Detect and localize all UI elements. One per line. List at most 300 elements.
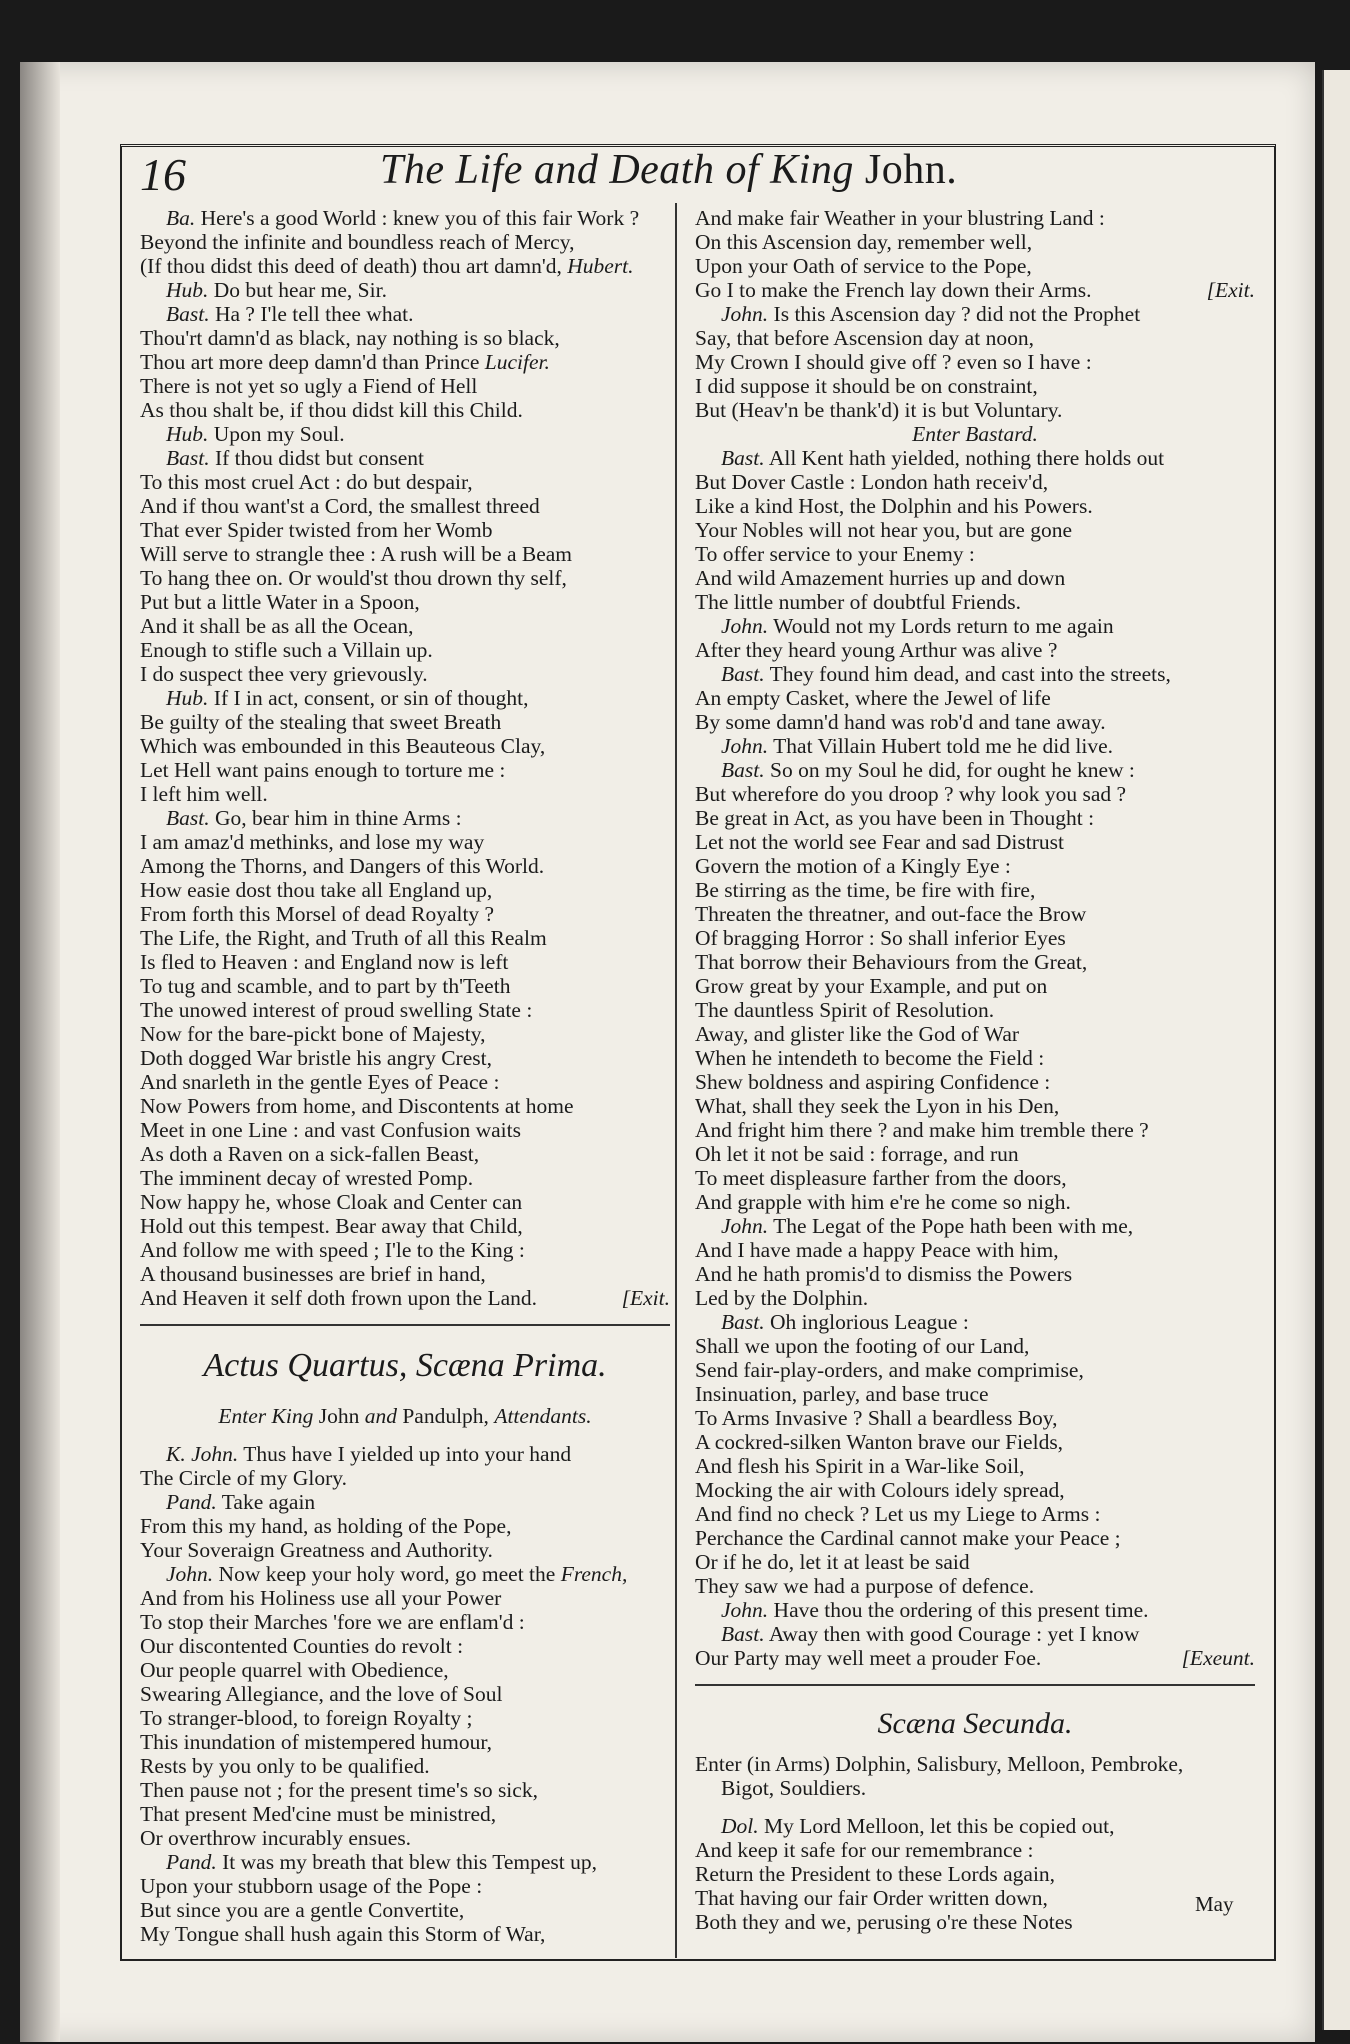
line-text: All Kent hath yielded, nothing there holds out	[768, 446, 1165, 470]
verse-line	[140, 518, 670, 542]
italic-word: French,	[560, 1562, 628, 1586]
verse-line	[140, 1730, 670, 1754]
line-text: And I have made a happy Peace with him,	[695, 1238, 1059, 1262]
verse-line	[140, 1466, 670, 1490]
left-column	[140, 206, 670, 1946]
verse-line	[695, 1502, 1255, 1526]
line-text: Now for the bare-pickt bone of Majesty,	[140, 1022, 486, 1046]
line-text: Oh let it not be said : forrage, and run	[695, 1142, 1019, 1166]
verse-line	[140, 1682, 670, 1706]
verse-line	[695, 302, 1255, 326]
line-text: I am amaz'd methinks, and lose my way	[140, 830, 485, 854]
line-text: Here's a good World : knew you of this fair Work ?	[200, 206, 640, 230]
line-text: (If thou didst this deed of death) thou art damn'd,	[140, 254, 562, 278]
verse-line	[140, 1286, 670, 1310]
verse-line	[695, 1262, 1255, 1286]
verse-line	[140, 1514, 670, 1538]
line-text: I do suspect thee very grievously.	[140, 662, 428, 686]
verse-line	[695, 686, 1255, 710]
line-text: And make fair Weather in your blustring Land :	[695, 206, 1105, 230]
verse-line	[140, 710, 670, 734]
verse-line	[695, 1598, 1255, 1622]
verse-line	[695, 974, 1255, 998]
verse-line	[140, 1610, 670, 1634]
verse-line	[140, 1826, 670, 1850]
line-text: That present Med'cine must be ministred,	[140, 1802, 497, 1826]
verse-line	[695, 902, 1255, 926]
line-text: Upon your stubborn usage of the Pope :	[140, 1874, 483, 1898]
italic-word: Hubert.	[567, 254, 634, 278]
verse-line	[140, 1490, 670, 1514]
line-text: That ever Spider twisted from her Womb	[140, 518, 493, 542]
verse-line	[695, 494, 1255, 518]
line-text: Say, that before Ascension day at noon,	[695, 326, 1034, 350]
verse-line	[695, 518, 1255, 542]
line-text: It was my breath that blew this Tempest up,	[222, 1850, 598, 1874]
verse-line	[140, 1850, 670, 1874]
line-text: I did suppose it should be on constraint,	[695, 374, 1038, 398]
verse-line	[695, 1190, 1255, 1214]
line-text: But (Heav'n be thank'd) it is but Voluntary.	[695, 398, 1063, 422]
verse-line	[140, 590, 670, 614]
line-text: After they heard young Arthur was alive ?	[695, 638, 1058, 662]
exit-cue: [Exit.	[621, 1286, 670, 1310]
line-text: The Legat of the Pope hath been with me,	[773, 1214, 1134, 1238]
verse-line	[695, 1382, 1255, 1406]
line-text: If I in act, consent, or sin of thought,	[213, 686, 529, 710]
verse-line	[140, 614, 670, 638]
line-text: And wild Amazement hurries up and down	[695, 566, 1066, 590]
verse-line	[695, 1118, 1255, 1142]
line-text: Thou'rt damn'd as black, nay nothing is so black,	[140, 326, 560, 350]
verse-line	[140, 494, 670, 518]
line-text: Go I to make the French lay down their Arms.	[695, 278, 1092, 302]
line-text: The Circle of my Glory.	[140, 1466, 347, 1490]
verse-line	[140, 1754, 670, 1778]
speaker-prefix: Pand.	[166, 1490, 217, 1514]
verse-line	[140, 782, 670, 806]
verse-line	[140, 302, 670, 326]
line-text: Away, and glister like the God of War	[695, 1022, 1020, 1046]
line-text: Would not my Lords return to me again	[773, 614, 1114, 638]
verse-line	[695, 398, 1255, 422]
verse-line	[140, 1070, 670, 1094]
entry-part: Pandulph,	[402, 1404, 489, 1428]
verse-line	[140, 1658, 670, 1682]
verse-line	[140, 542, 670, 566]
verse-line	[695, 1910, 1255, 1934]
line-text: But Dover Castle : London hath receiv'd,	[695, 470, 1049, 494]
line-text: This inundation of mistempered humour,	[140, 1730, 493, 1754]
line-text: The unowed interest of proud swelling State :	[140, 998, 533, 1022]
verse-line	[140, 1214, 670, 1238]
line-text: But since you are a gentle Convertite,	[140, 1898, 465, 1922]
entry-part: Attendants.	[494, 1404, 592, 1428]
line-text: The Life, the Right, and Truth of all this Realm	[140, 926, 547, 950]
line-text: The little number of doubtful Friends.	[695, 590, 1022, 614]
exit-cue: [Exeunt.	[1181, 1646, 1255, 1670]
verse-line	[140, 278, 670, 302]
verse-line	[695, 998, 1255, 1022]
spacer	[695, 1800, 1255, 1814]
verse-line	[695, 854, 1255, 878]
entry-part: and	[364, 1404, 397, 1428]
line-text: Beyond the infinite and boundless reach of Mercy,	[140, 230, 575, 254]
line-text: Now happy he, whose Cloak and Center can	[140, 1190, 523, 1214]
verse-line	[695, 782, 1255, 806]
line-text: Return the President to these Lords again,	[695, 1862, 1056, 1886]
running-title	[380, 146, 957, 194]
line-text: Hold out this tempest. Bear away that Child,	[140, 1214, 523, 1238]
page-number: 16	[140, 149, 186, 200]
speaker-prefix: Bast.	[166, 806, 210, 830]
verse-line	[695, 1286, 1255, 1310]
speaker-prefix: Bast.	[166, 446, 210, 470]
line-text: On this Ascension day, remember well,	[695, 230, 1033, 254]
verse-line	[140, 350, 670, 374]
speaker-prefix: Bast.	[721, 758, 765, 782]
line-text: Be great in Act, as you have been in Thought :	[695, 806, 1095, 830]
verse-line	[695, 1166, 1255, 1190]
act-stage-entry	[140, 1404, 670, 1428]
verse-line	[140, 398, 670, 422]
column-divider	[675, 203, 677, 1958]
verse-line	[140, 662, 670, 686]
speaker-prefix: John.	[166, 1562, 214, 1586]
line-text: To Arms Invasive ? Shall a beardless Boy,	[695, 1406, 1058, 1430]
line-text: A cockred-silken Wanton brave our Fields,	[695, 1430, 1064, 1454]
verse-line	[140, 974, 670, 998]
line-text: There is not yet so ugly a Fiend of Hell	[140, 374, 478, 398]
line-text: And keep it safe for our remembrance :	[695, 1838, 1034, 1862]
line-text: Your Nobles will not hear you, but are gone	[695, 518, 1072, 542]
speaker-prefix: Hub.	[166, 686, 209, 710]
verse-line	[140, 1706, 670, 1730]
line-text: Our discontented Counties do revolt :	[140, 1634, 464, 1658]
speaker-prefix: Bast.	[721, 1310, 765, 1334]
verse-line	[695, 1238, 1255, 1262]
verse-line	[140, 1874, 670, 1898]
verse-line	[695, 806, 1255, 830]
verse-line	[140, 734, 670, 758]
verse-line	[695, 422, 1255, 446]
verse-line	[695, 350, 1255, 374]
verse-line	[695, 1406, 1255, 1430]
entry-part: Enter	[218, 1404, 267, 1428]
verse-line	[140, 758, 670, 782]
scene-entry-line: Enter (in Arms) Dolphin, Salisbury, Melloon, Pembroke,	[695, 1752, 1184, 1776]
section-rule	[140, 1324, 670, 1326]
line-text: Let not the world see Fear and sad Distrust	[695, 830, 1064, 854]
line-text: Shall we upon the footing of our Land,	[695, 1334, 1030, 1358]
line-text: Our people quarrel with Obedience,	[140, 1658, 449, 1682]
verse-line	[140, 1634, 670, 1658]
verse-line	[695, 1526, 1255, 1550]
speaker-prefix: Bast.	[721, 662, 765, 686]
verse-line	[140, 878, 670, 902]
verse-line	[140, 470, 670, 494]
verse-line	[140, 1442, 670, 1466]
line-text: But wherefore do you droop ? why look you sad ?	[695, 782, 1127, 806]
verse-line	[695, 374, 1255, 398]
gutter-shadow	[20, 62, 60, 2042]
line-text: And it shall be as all the Ocean,	[140, 614, 414, 638]
verse-line	[695, 542, 1255, 566]
entry-part: King	[271, 1404, 314, 1428]
verse-line	[140, 638, 670, 662]
verse-line	[140, 230, 670, 254]
verse-line	[695, 1862, 1255, 1886]
line-text: Or if he do, let it at least be said	[695, 1550, 970, 1574]
verse-line	[695, 614, 1255, 638]
line-text: Doth dogged War bristle his angry Crest,	[140, 1046, 492, 1070]
verse-line	[695, 278, 1255, 302]
line-text: Now Powers from home, and Discontents at home	[140, 1094, 574, 1118]
line-text: Let Hell want pains enough to torture me :	[140, 758, 506, 782]
verse-line	[695, 830, 1255, 854]
verse-line	[140, 446, 670, 470]
line-text: What, shall they seek the Lyon in his Den,	[695, 1094, 1060, 1118]
line-text: Threaten the threatner, and out-face the Brow	[695, 902, 1087, 926]
verse-line	[695, 206, 1255, 230]
line-text: Both they and we, perusing o're these Notes	[695, 1910, 1073, 1934]
verse-line	[695, 1214, 1255, 1238]
verse-line	[695, 1142, 1255, 1166]
line-text: And he hath promis'd to dismiss the Powers	[695, 1262, 1073, 1286]
line-text: Perchance the Cardinal cannot make your Peace ;	[695, 1526, 1121, 1550]
verse-line	[695, 326, 1255, 350]
verse-line	[695, 1574, 1255, 1598]
line-text: Put but a little Water in a Spoon,	[140, 590, 420, 614]
verse-line	[140, 1922, 670, 1946]
verse-line	[140, 950, 670, 974]
line-text: And flesh his Spirit in a War-like Soil,	[695, 1454, 1025, 1478]
speaker-prefix: Bast.	[721, 446, 765, 470]
speaker-prefix: John.	[721, 614, 769, 638]
line-text: Then pause not ; for the present time's so sick,	[140, 1778, 538, 1802]
line-text: Now keep your holy word, go meet the	[218, 1562, 556, 1586]
verse-line	[140, 326, 670, 350]
verse-line	[140, 926, 670, 950]
verse-line	[140, 1094, 670, 1118]
line-text: Like a kind Host, the Dolphin and his Powers.	[695, 494, 1093, 518]
line-text: To offer service to your Enemy :	[695, 542, 975, 566]
line-text: Upon your Oath of service to the Pope,	[695, 254, 1032, 278]
verse-line	[695, 254, 1255, 278]
speaker-prefix: Hub.	[166, 422, 209, 446]
line-text: Is this Ascension day ? did not the Prophet	[773, 302, 1141, 326]
line-text: The imminent decay of wrested Pomp.	[140, 1166, 474, 1190]
line-text: Upon my Soul.	[213, 422, 345, 446]
adjacent-page-edge	[1322, 70, 1350, 2030]
verse-line	[695, 590, 1255, 614]
catchword: May	[1195, 1892, 1234, 1916]
line-text: Is fled to Heaven : and England now is left	[140, 950, 509, 974]
act-heading: Actus Quartus, Scæna Prima.	[203, 1347, 607, 1384]
verse-line	[140, 1586, 670, 1610]
line-text: And grapple with him e're he come so nigh.	[695, 1190, 1071, 1214]
line-text: Oh inglorious League :	[769, 1310, 969, 1334]
verse-line	[695, 470, 1255, 494]
line-text: Enough to stifle such a Villain up.	[140, 638, 433, 662]
speaker-prefix: Pand.	[166, 1850, 217, 1874]
verse-line	[695, 1070, 1255, 1094]
verse-line	[140, 1262, 670, 1286]
line-text: And if thou want'st a Cord, the smallest threed	[140, 494, 540, 518]
speaker-prefix: Dol.	[721, 1814, 759, 1838]
line-text: How easie dost thou take all England up,	[140, 878, 493, 902]
line-text: An empty Casket, where the Jewel of life	[695, 686, 1051, 710]
line-text: Be stirring as the time, be fire with fire,	[695, 878, 1036, 902]
verse-line	[140, 1166, 670, 1190]
line-text: Send fair-play-orders, and make comprimise,	[695, 1358, 1084, 1382]
line-text: Be guilty of the stealing that sweet Breath	[140, 710, 502, 734]
right-column	[695, 206, 1255, 1934]
speaker-prefix: Bast.	[721, 1622, 765, 1646]
line-text: Shew boldness and aspiring Confidence :	[695, 1070, 1051, 1094]
line-text: Meet in one Line : and vast Confusion waits	[140, 1118, 521, 1142]
line-text: Grow great by your Example, and put on	[695, 974, 1048, 998]
verse-line	[695, 1310, 1255, 1334]
speaker-prefix: John.	[721, 734, 769, 758]
verse-line	[695, 566, 1255, 590]
verse-line	[140, 566, 670, 590]
line-text: Mocking the air with Colours idely spread,	[695, 1478, 1065, 1502]
line-text: From this my hand, as holding of the Pope,	[140, 1514, 512, 1538]
verse-line	[140, 830, 670, 854]
verse-line	[140, 1118, 670, 1142]
speaker-prefix: Hub.	[166, 278, 209, 302]
verse-line	[140, 206, 670, 230]
line-text: Rests by you only to be qualified.	[140, 1754, 430, 1778]
exit-cue: [Exit.	[1206, 278, 1255, 302]
line-text: Our Party may well meet a prouder Foe.	[695, 1646, 1042, 1670]
verse-line	[695, 950, 1255, 974]
verse-line	[140, 1802, 670, 1826]
line-text: And Heaven it self doth frown upon the Land.	[140, 1286, 538, 1310]
verse-line	[695, 446, 1255, 470]
verse-line	[140, 806, 670, 830]
verse-line	[695, 662, 1255, 686]
verse-line	[140, 374, 670, 398]
line-text: When he intendeth to become the Field :	[695, 1046, 1045, 1070]
verse-line	[695, 1622, 1255, 1646]
scene-heading: Scæna Secunda.	[877, 1707, 1073, 1740]
verse-line	[695, 1550, 1255, 1574]
verse-line	[140, 422, 670, 446]
line-text: To stop their Marches 'fore we are enflam'd :	[140, 1610, 525, 1634]
line-text: That Villain Hubert told me he did live.	[773, 734, 1114, 758]
line-text: As doth a Raven on a sick-fallen Beast,	[140, 1142, 480, 1166]
line-text: To this most cruel Act : do but despair,	[140, 470, 473, 494]
line-text: To hang thee on. Or would'st thou drown thy self,	[140, 566, 567, 590]
verse-line	[140, 686, 670, 710]
entry-part: John	[318, 1404, 360, 1428]
line-text: So on my Soul he did, for ought he knew :	[769, 758, 1135, 782]
verse-line	[140, 1898, 670, 1922]
line-text: To tug and scamble, and to part by th'Teeth	[140, 974, 511, 998]
speaker-prefix: Ba.	[166, 206, 196, 230]
verse-line	[695, 1646, 1255, 1670]
line-text: From forth this Morsel of dead Royalty ?	[140, 902, 495, 926]
line-text: Have thou the ordering of this present time.	[773, 1598, 1149, 1622]
running-title-italic: The Life and Death of King	[380, 147, 854, 193]
speaker-prefix: K. John.	[166, 1442, 239, 1466]
line-text: Govern the motion of a Kingly Eye :	[695, 854, 1011, 878]
line-text: Thus have I yielded up into your hand	[243, 1442, 572, 1466]
line-text: Your Soveraign Greatness and Authority.	[140, 1538, 493, 1562]
line-text: Go, bear him in thine Arms :	[214, 806, 462, 830]
verse-line	[695, 1454, 1255, 1478]
line-text: My Crown I should give off ? even so I have :	[695, 350, 1092, 374]
line-text: Which was embounded in this Beauteous Clay,	[140, 734, 546, 758]
verse-line	[695, 638, 1255, 662]
verse-line	[140, 254, 670, 278]
speaker-prefix: John.	[721, 1598, 769, 1622]
verse-line	[140, 1562, 670, 1586]
verse-line	[695, 1814, 1255, 1838]
verse-line	[695, 1094, 1255, 1118]
line-text: Do but hear me, Sir.	[213, 278, 387, 302]
line-text: Among the Thorns, and Dangers of this World.	[140, 854, 545, 878]
line-text: Of bragging Horror : So shall inferior Eyes	[695, 926, 1066, 950]
line-text: They saw we had a purpose of defence.	[695, 1574, 1035, 1598]
line-text: And fright him there ? and make him tremble there ?	[695, 1118, 1149, 1142]
speaker-prefix: John.	[721, 302, 769, 326]
verse-line	[140, 902, 670, 926]
verse-line	[140, 1022, 670, 1046]
stage-direction: Enter Bastard.	[912, 422, 1038, 446]
line-text: And from his Holiness use all your Power	[140, 1586, 502, 1610]
verse-line	[140, 998, 670, 1022]
line-text: To meet displeasure farther from the doors,	[695, 1166, 1067, 1190]
verse-line	[695, 1430, 1255, 1454]
verse-line	[695, 734, 1255, 758]
line-text: And follow me with speed ; I'le to the King :	[140, 1238, 525, 1262]
verse-line	[140, 1538, 670, 1562]
line-text: They found him dead, and cast into the streets,	[769, 662, 1171, 686]
verse-line	[695, 710, 1255, 734]
line-text: Insinuation, parley, and base truce	[695, 1382, 989, 1406]
verse-line	[140, 1046, 670, 1070]
line-text: Or overthrow incurably ensues.	[140, 1826, 412, 1850]
verse-line	[140, 1142, 670, 1166]
line-text: Led by the Dolphin.	[695, 1286, 869, 1310]
line-text: Away then with good Courage : yet I know	[768, 1622, 1140, 1646]
line-text: Will serve to strangle thee : A rush will be a Beam	[140, 542, 573, 566]
verse-line	[140, 854, 670, 878]
line-text: My Tongue shall hush again this Storm of War,	[140, 1922, 546, 1946]
verse-line	[695, 926, 1255, 950]
verse-line	[695, 1886, 1255, 1910]
section-rule	[695, 1684, 1255, 1686]
running-title-roman: John.	[864, 147, 958, 193]
verse-line	[695, 1046, 1255, 1070]
verse-line	[695, 1838, 1255, 1862]
speaker-prefix: John.	[721, 1214, 769, 1238]
verse-line	[140, 1238, 670, 1262]
scene-entry-line: Bigot, Souldiers.	[721, 1776, 867, 1800]
line-text: And snarleth in the gentle Eyes of Peace :	[140, 1070, 500, 1094]
verse-line	[695, 1358, 1255, 1382]
verse-line	[695, 878, 1255, 902]
verse-line	[695, 1478, 1255, 1502]
verse-line	[695, 230, 1255, 254]
verse-line	[695, 1022, 1255, 1046]
verse-line	[140, 1190, 670, 1214]
line-text: The dauntless Spirit of Resolution.	[695, 998, 995, 1022]
line-text: That having our fair Order written down,	[695, 1886, 1048, 1910]
